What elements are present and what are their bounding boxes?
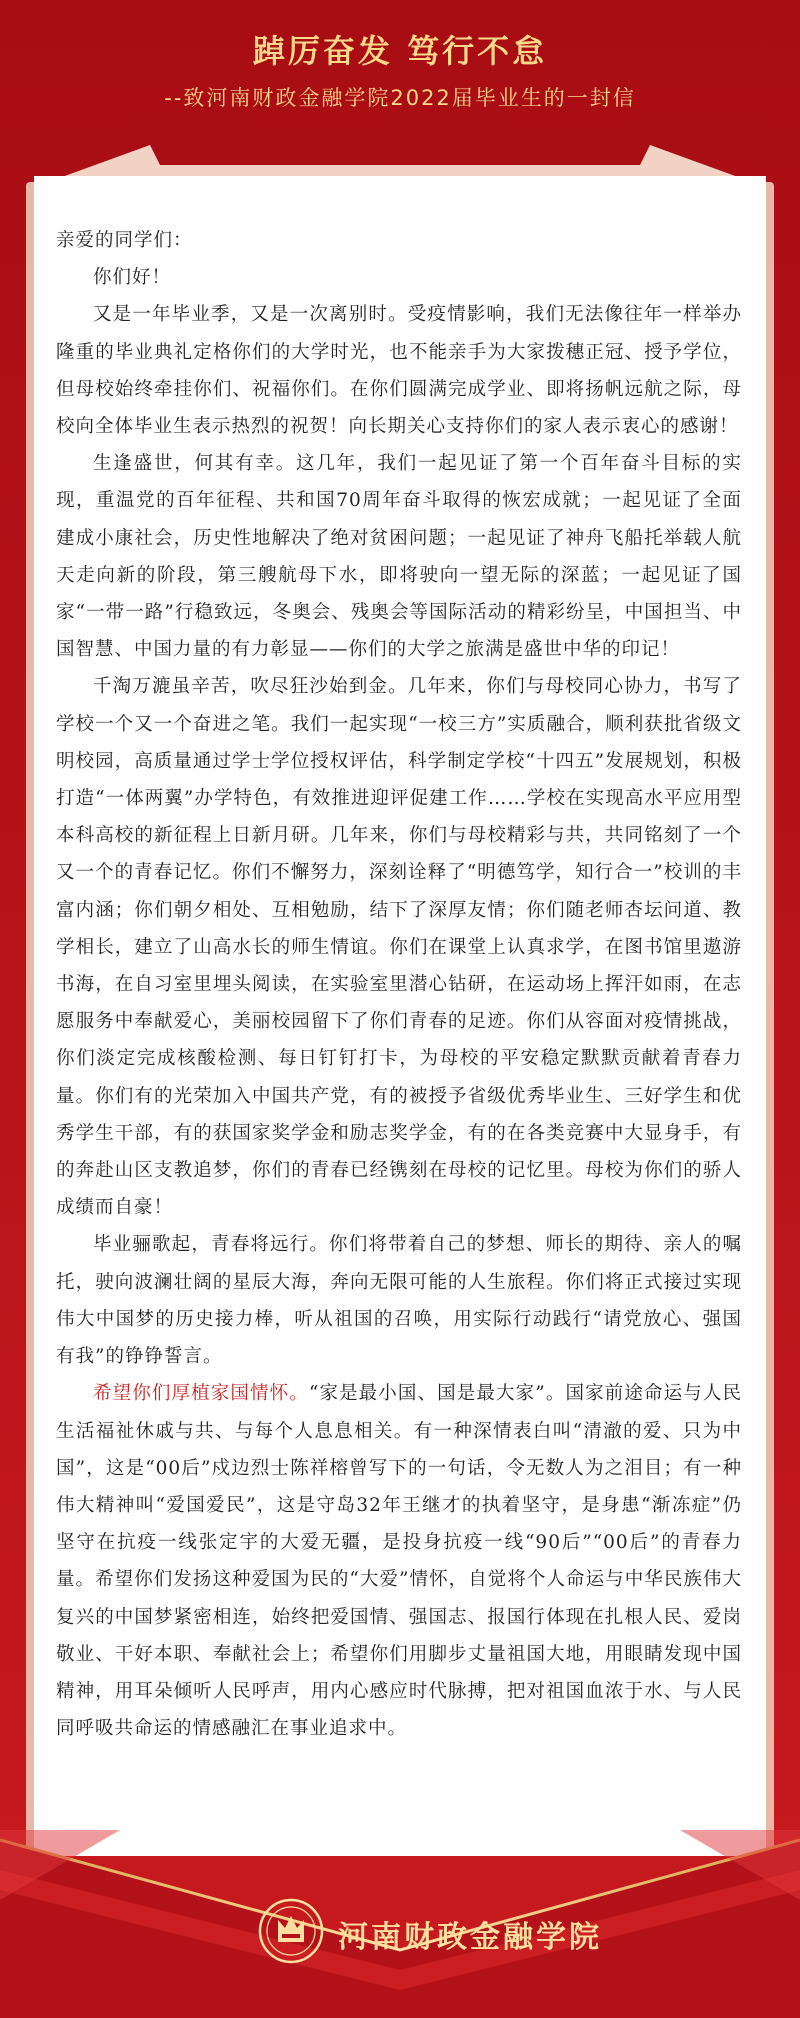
school-seal-icon	[258, 1898, 324, 1964]
paragraph-school-achievements: 千淘万漉虽辛苦，吹尽狂沙始到金。几年来，你们与母校同心协力，书写了学校一个又一个奋进之笔。我们一起实现“一校三方”实质融合，顺利获批省级文明校园，高质量通过学士学位授权评估，科学制定学校“十四五”发展规划，积极打造“一体两翼”办学特色，有效推进迎评促建工作……学校在实现高水平应用型本科高校的新征程上日新月研。几年来，你们与母校精彩与共，共同铭刻了一个又一个的青春记忆。你们不懈努力，深刻诠释了“明德笃学，知行合一”校训的丰富内涵；你们朝夕相处、互相勉励，结下了深厚友情；你们随老师杏坛问道、教学相长，建立了山高水长的师生情谊。你们在课堂上认真求学，在图书馆里遨游书海，在自习室里埋头阅读，在实验室里潜心钻研，在运动场上挥汗如雨，在志愿服务中奉献爱心，美丽校园留下了你们青春的足迹。你们从容面对疫情挑战，你们淡定完成核酸检测、每日钉钉打卡，为母校的平安稳定默默贡献着青春力量。你们有的光荣加入中国共产党，有的被授予省级优秀毕业生、三好学生和优秀学生干部，有的获国家奖学金和励志奖学金，有的在各类竞赛中大显身手，有的奔赴山区支教追梦，你们的青春已经镌刻在母校的记忆里。母校为你们的骄人成绩而自豪！	[56, 676, 742, 1219]
letter-header	[0, 0, 800, 160]
paragraph-farewell: 毕业骊歌起，青春将远行。你们将带着自己的梦想、师长的期待、亲人的嘱托，驶向波澜壮阔的星辰大海，奔向无限可能的人生旅程。你们将正式接过实现伟大中国梦的历史接力棒，听从祖国的召唤，用实际行动践行“请党放心、强国有我”的铮铮誓言。	[56, 1234, 742, 1368]
paragraph-prosperous-era: 生逢盛世，何其有幸。这几年，我们一起见证了第一个百年奋斗目标的实现，重温党的百年征程、共和国70周年奋斗取得的恢宏成就；一起见证了全面建成小康社会，历史性地解决了绝对贫困问题；一起见证了神舟飞船托举载人航天走向新的阶段，第三艘航母下水，即将驶向一望无际的深蓝；一起见证了国家“一带一路”行稳致远，冬奥会、残奥会等国际活动的精彩纷呈，中国担当、中国智慧、中国力量的有力彰显——你们的大学之旅满是盛世中华的印记！	[56, 453, 742, 661]
letter-subtitle: --致河南财政金融学院2022届毕业生的一封信	[164, 86, 636, 110]
letter-title: 踔厉奋发 笃行不怠	[252, 32, 548, 70]
greeting: 你们好！	[93, 267, 172, 289]
school-logo-block	[258, 1898, 602, 1970]
paragraph-lead-highlight: 希望你们厚植家国情怀。	[93, 1383, 309, 1405]
school-name: 河南财政金融学院	[338, 1920, 602, 1955]
paragraph-graduation-season: 又是一年毕业季，又是一次离别时。受疫情影响，我们无法像往年一样举办隆重的毕业典礼定格你们的大学时光，也不能亲手为大家拨穗正冠、授予学位，但母校始终牵挂你们、祝福你们。在你们圆满完成学业、即将扬帆远航之际，母校向全体毕业生表示热烈的祝贺！向长期关心支持你们的家人表示衷心的感谢！	[56, 304, 742, 438]
paragraph-patriotism	[56, 1375, 742, 1747]
letter-body	[56, 222, 742, 1747]
salutation: 亲爱的同学们：	[56, 230, 193, 251]
paragraph-patriotism-body: “家是最小国、国是最大家”。国家前途命运与人民生活福祉休戚与共、与每个人息息相关。有一种深情表白叫“清澈的爱、只为中国”，这是“00后”戍边烈士陈祥榕曾写下的一句话，令无数人为之泪目；有一种伟大精神叫“爱国爱民”，这是守岛32年王继才的执着坚守，是身患“渐冻症”仍坚守在抗疫一线张定宇的大爱无疆，是投身抗疫一线“90后”“00后”的青春力量。希望你们发扬这种爱国为民的“大爱”情怀，自觉将个人命运与中华民族伟大复兴的中国梦紧密相连，始终把爱国情、强国志、报国行体现在扎根人民、爱岗敬业、干好本职、奉献社会上；希望你们用脚步丈量祖国大地，用眼睛发现中国精神，用耳朵倾听人民呼声，用内心感应时代脉搏，把对祖国血浓于水、与人民同呼吸共命运的情感融汇在事业追求中。	[56, 1383, 742, 1740]
